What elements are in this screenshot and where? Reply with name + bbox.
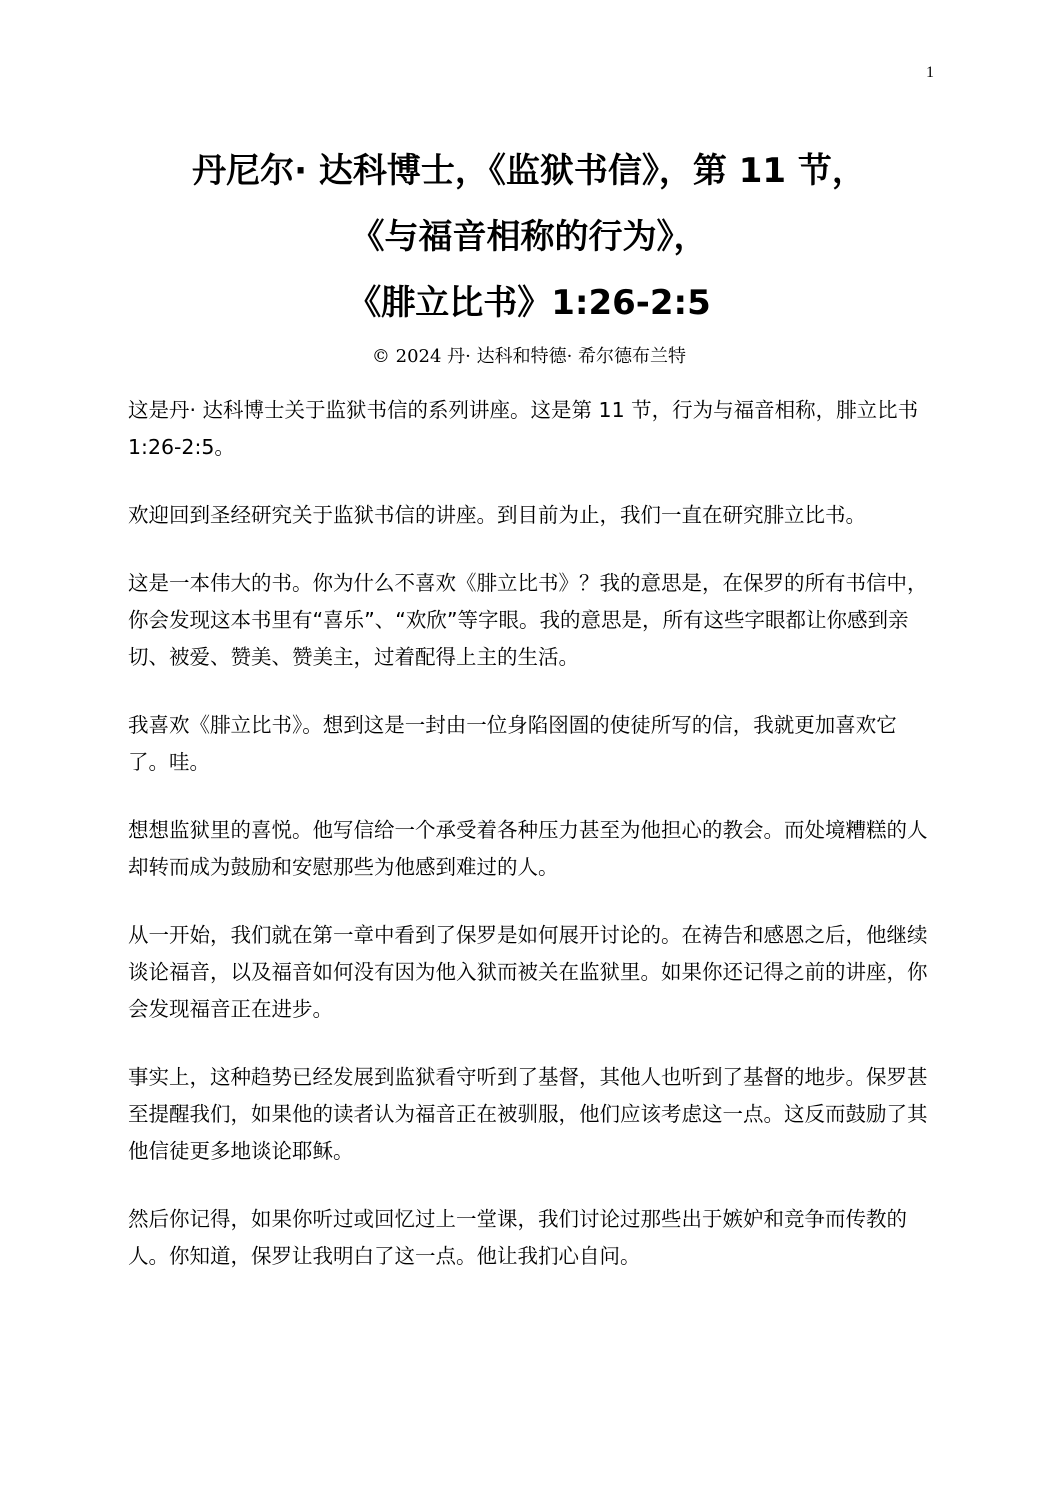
paragraph-7: 事实上，这种趋势已经发展到监狱看守听到了基督，其他人也听到了基督的地步。保罗甚至提醒我们，如果他的读者认为福音正在被驯服，他们应该考虑这一点。这反而鼓励了其他信徒更多地谈论耶稣。 <box>128 1065 928 1163</box>
title-line-3: 《腓立比书》1:26-2:5 <box>347 283 711 323</box>
body-text <box>128 392 928 1306</box>
paragraph-3: 这是一本伟大的书。你为什么不喜欢《腓立比书》？我的意思是，在保罗的所有书信中，你会发现这本书里有“喜乐”、“欢欣”等字眼。我的意思是，所有这些字眼都让你感到亲切、被爱、赞美、赞美主，过着配得上主的生活。 <box>128 571 928 669</box>
paragraph-6: 从一开始，我们就在第一章中看到了保罗是如何展开讨论的。在祷告和感恩之后，他继续谈论福音，以及福音如何没有因为他入狱而被关在监狱里。如果你还记得之前的讲座，你会发现福音正在进步。 <box>128 923 928 1021</box>
title-line-1: 丹尼尔· 达科博士，《监狱书信》，第 11 节， <box>192 151 866 191</box>
title-line-2: 《与福音相称的行为》， <box>350 217 708 257</box>
paragraph-5: 想想监狱里的喜悦。他写信给一个承受着各种压力甚至为他担心的教会。而处境糟糕的人却转而成为鼓励和安慰那些为他感到难过的人。 <box>128 818 928 879</box>
copyright-line: © 2024 丹· 达科和特德· 希尔德布兰特 <box>371 346 687 367</box>
title-block <box>0 138 1058 372</box>
paragraph-8: 然后你记得，如果你听过或回忆过上一堂课，我们讨论过那些出于嫉妒和竞争而传教的人。你知道，保罗让我明白了这一点。他让我扪心自问。 <box>128 1207 907 1268</box>
paragraph-2: 欢迎回到圣经研究关于监狱书信的讲座。到目前为止，我们一直在研究腓立比书。 <box>128 503 866 527</box>
paragraph-4: 我喜欢《腓立比书》。想到这是一封由一位身陷囹圄的使徒所写的信，我就更加喜欢它了。哇。 <box>128 713 897 774</box>
paragraph-1: 这是丹· 达科博士关于监狱书信的系列讲座。这是第 11 节，行为与福音相称，腓立比书 1:26-2:5。 <box>128 398 919 459</box>
page-number: 1 <box>926 64 934 81</box>
